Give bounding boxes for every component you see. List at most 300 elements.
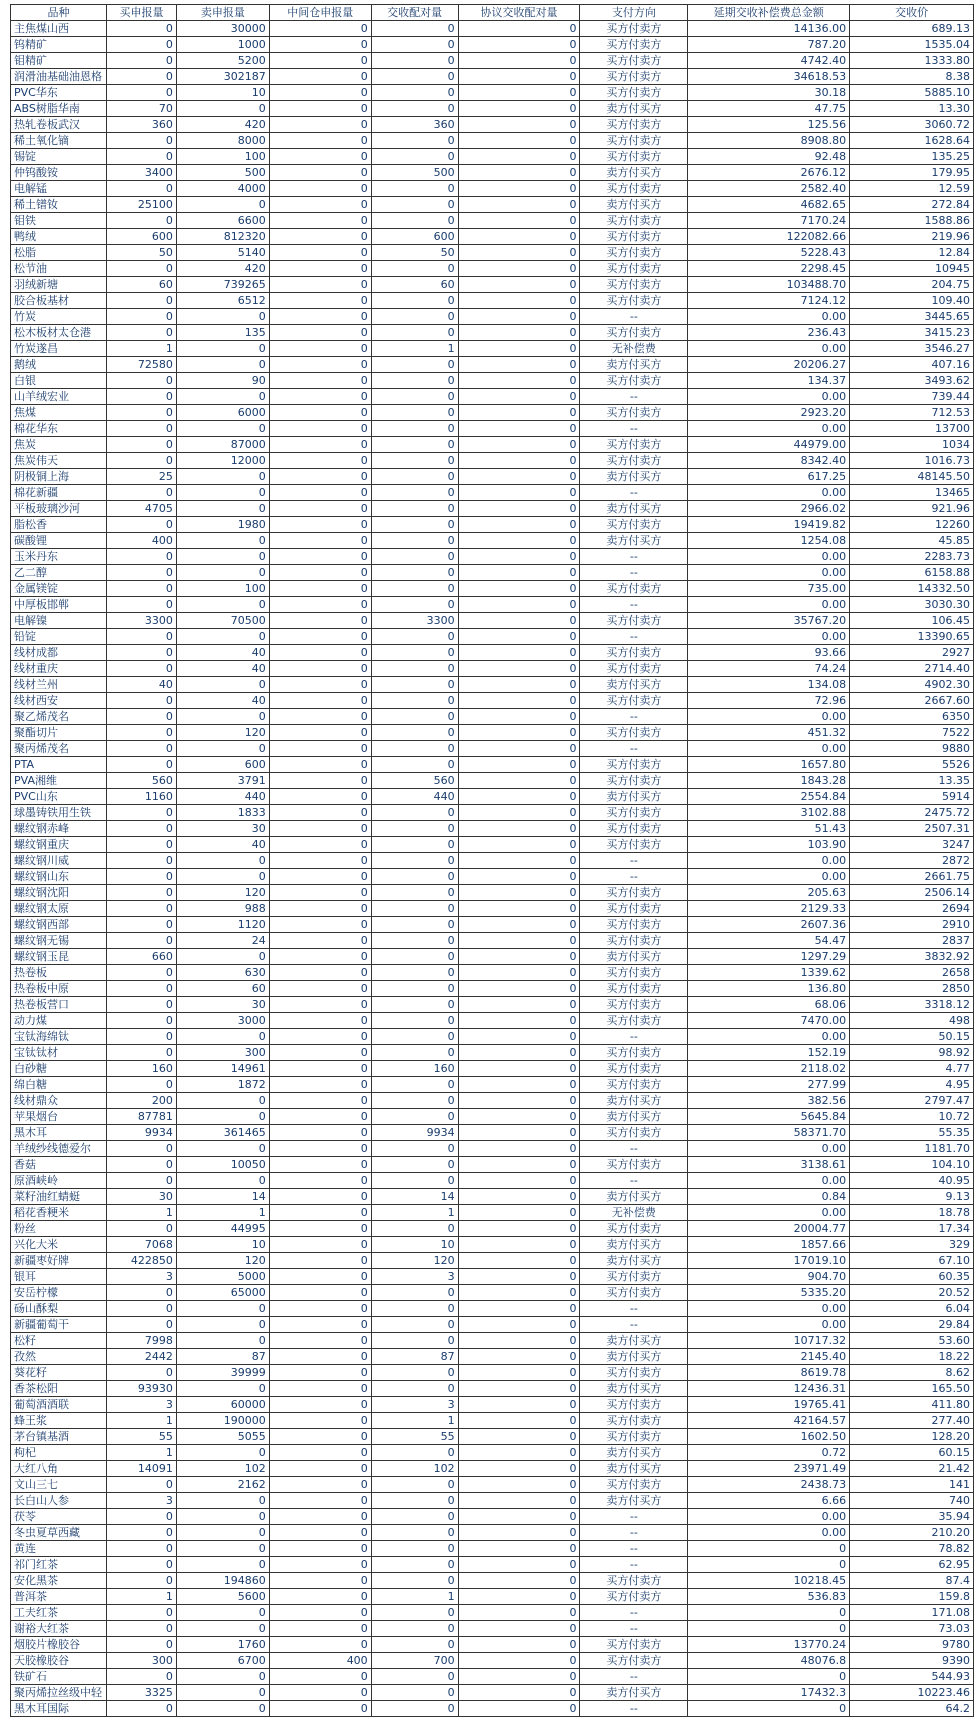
payment-direction-cell: 买方付卖方: [580, 405, 688, 421]
matched-volume-cell: 0: [371, 837, 458, 853]
payment-direction-cell: 买方付卖方: [580, 1221, 688, 1237]
buy-declared-cell: 7998: [106, 1333, 176, 1349]
sell-declared-cell: 0: [176, 1445, 269, 1461]
compensation-total-cell: 14136.00: [688, 21, 850, 37]
delivery-price-cell: 2850: [850, 981, 974, 997]
matched-volume-cell: 0: [371, 1685, 458, 1701]
variety-cell: 稀土镨钕: [11, 197, 107, 213]
intermediate-declared-cell: 0: [269, 1205, 371, 1221]
table-row: [11, 1173, 974, 1189]
payment-direction-cell: --: [580, 565, 688, 581]
table-row: [11, 1397, 974, 1413]
intermediate-declared-cell: 0: [269, 181, 371, 197]
compensation-total-cell: 35767.20: [688, 613, 850, 629]
buy-declared-cell: 0: [106, 565, 176, 581]
intermediate-declared-cell: 0: [269, 773, 371, 789]
sell-declared-cell: 1: [176, 1205, 269, 1221]
intermediate-declared-cell: 0: [269, 1701, 371, 1717]
sell-declared-cell: 120: [176, 1253, 269, 1269]
compensation-total-cell: 0.00: [688, 549, 850, 565]
payment-direction-cell: 买方付卖方: [580, 981, 688, 997]
variety-cell: 平板玻璃沙河: [11, 501, 107, 517]
intermediate-declared-cell: 0: [269, 661, 371, 677]
sell-declared-cell: 0: [176, 1669, 269, 1685]
variety-cell: 鹅绒: [11, 357, 107, 373]
intermediate-declared-cell: 0: [269, 549, 371, 565]
delivery-price-cell: 2661.75: [850, 869, 974, 885]
agreement-matched-cell: 0: [458, 53, 580, 69]
compensation-total-cell: 2438.73: [688, 1477, 850, 1493]
agreement-matched-cell: 0: [458, 1429, 580, 1445]
table-row: [11, 1301, 974, 1317]
table-row: [11, 1445, 974, 1461]
variety-cell: 动力煤: [11, 1013, 107, 1029]
intermediate-declared-cell: 0: [269, 1589, 371, 1605]
buy-declared-cell: 0: [106, 1045, 176, 1061]
variety-cell: 乙二醇: [11, 565, 107, 581]
variety-cell: 文山三七: [11, 1477, 107, 1493]
delivery-price-cell: 7522: [850, 725, 974, 741]
variety-cell: 螺纹钢太原: [11, 901, 107, 917]
agreement-matched-cell: 0: [458, 1413, 580, 1429]
buy-declared-cell: 3: [106, 1397, 176, 1413]
matched-volume-cell: 0: [371, 357, 458, 373]
compensation-total-cell: 47.75: [688, 101, 850, 117]
compensation-total-cell: 19419.82: [688, 517, 850, 533]
intermediate-declared-cell: 0: [269, 389, 371, 405]
buy-declared-cell: 50: [106, 245, 176, 261]
table-row: [11, 21, 974, 37]
table-row: [11, 933, 974, 949]
delivery-price-cell: 2714.40: [850, 661, 974, 677]
delivery-price-cell: 9780: [850, 1637, 974, 1653]
compensation-total-cell: 17019.10: [688, 1253, 850, 1269]
table-row: [11, 1205, 974, 1221]
sell-declared-cell: 2162: [176, 1477, 269, 1493]
matched-volume-cell: 0: [371, 485, 458, 501]
table-row: [11, 997, 974, 1013]
delivery-price-cell: 9880: [850, 741, 974, 757]
compensation-total-cell: 787.20: [688, 37, 850, 53]
sell-declared-cell: 60: [176, 981, 269, 997]
matched-volume-cell: 0: [371, 453, 458, 469]
intermediate-declared-cell: 0: [269, 1093, 371, 1109]
payment-direction-cell: --: [580, 1029, 688, 1045]
matched-volume-cell: 0: [371, 69, 458, 85]
intermediate-declared-cell: 0: [269, 821, 371, 837]
sell-declared-cell: 600: [176, 757, 269, 773]
buy-declared-cell: 0: [106, 1477, 176, 1493]
matched-volume-cell: 0: [371, 21, 458, 37]
compensation-total-cell: 20004.77: [688, 1221, 850, 1237]
table-row: [11, 149, 974, 165]
sell-declared-cell: 0: [176, 1301, 269, 1317]
table-row: [11, 1013, 974, 1029]
payment-direction-cell: 卖方付买方: [580, 949, 688, 965]
variety-cell: 焦炭伟天: [11, 453, 107, 469]
intermediate-declared-cell: 0: [269, 613, 371, 629]
matched-volume-cell: 1: [371, 1413, 458, 1429]
payment-direction-cell: 买方付卖方: [580, 757, 688, 773]
delivery-price-cell: 1628.64: [850, 133, 974, 149]
delivery-price-cell: 29.84: [850, 1317, 974, 1333]
sell-declared-cell: 30000: [176, 21, 269, 37]
sell-declared-cell: 812320: [176, 229, 269, 245]
delivery-price-cell: 98.92: [850, 1045, 974, 1061]
table-row: [11, 501, 974, 517]
variety-cell: 螺纹钢沈阳: [11, 885, 107, 901]
matched-volume-cell: 0: [371, 997, 458, 1013]
intermediate-declared-cell: 0: [269, 53, 371, 69]
agreement-matched-cell: 0: [458, 821, 580, 837]
variety-cell: 山羊绒宏业: [11, 389, 107, 405]
payment-direction-cell: 买方付卖方: [580, 693, 688, 709]
delivery-price-cell: 4902.30: [850, 677, 974, 693]
table-row: [11, 1685, 974, 1701]
table-row: [11, 597, 974, 613]
matched-volume-cell: 0: [371, 1509, 458, 1525]
table-row: [11, 741, 974, 757]
buy-declared-cell: 0: [106, 1605, 176, 1621]
sell-declared-cell: 190000: [176, 1413, 269, 1429]
sell-declared-cell: 3000: [176, 1013, 269, 1029]
sell-declared-cell: 0: [176, 389, 269, 405]
compensation-total-cell: 34618.53: [688, 69, 850, 85]
payment-direction-cell: --: [580, 709, 688, 725]
buy-declared-cell: 0: [106, 741, 176, 757]
compensation-total-cell: 93.66: [688, 645, 850, 661]
matched-volume-cell: 0: [371, 149, 458, 165]
buy-declared-cell: 25: [106, 469, 176, 485]
matched-volume-cell: 0: [371, 821, 458, 837]
delivery-price-cell: 40.95: [850, 1173, 974, 1189]
variety-cell: 宝钛海绵钛: [11, 1029, 107, 1045]
variety-cell: 长白山人参: [11, 1493, 107, 1509]
table-row: [11, 453, 974, 469]
payment-direction-cell: 卖方付买方: [580, 357, 688, 373]
variety-cell: 钨精矿: [11, 37, 107, 53]
intermediate-declared-cell: 0: [269, 1381, 371, 1397]
payment-direction-cell: 买方付卖方: [580, 1477, 688, 1493]
variety-cell: 螺纹钢重庆: [11, 837, 107, 853]
delivery-price-cell: 9.13: [850, 1189, 974, 1205]
intermediate-declared-cell: 0: [269, 405, 371, 421]
header-matched-volume: 交收配对量: [371, 5, 458, 21]
delivery-price-cell: 2667.60: [850, 693, 974, 709]
table-row: [11, 1653, 974, 1669]
table-row: [11, 1269, 974, 1285]
sell-declared-cell: 0: [176, 501, 269, 517]
sell-declared-cell: 0: [176, 741, 269, 757]
sell-declared-cell: 120: [176, 725, 269, 741]
variety-cell: 新疆枣好牌: [11, 1253, 107, 1269]
buy-declared-cell: 0: [106, 1173, 176, 1189]
table-row: [11, 165, 974, 181]
matched-volume-cell: 0: [371, 1285, 458, 1301]
delivery-price-cell: 109.40: [850, 293, 974, 309]
intermediate-declared-cell: 0: [269, 917, 371, 933]
agreement-matched-cell: 0: [458, 309, 580, 325]
matched-volume-cell: 0: [371, 805, 458, 821]
delivery-price-cell: 2910: [850, 917, 974, 933]
sell-declared-cell: 0: [176, 629, 269, 645]
table-row: [11, 1237, 974, 1253]
agreement-matched-cell: 0: [458, 693, 580, 709]
buy-declared-cell: 0: [106, 693, 176, 709]
variety-cell: 普洱茶: [11, 1589, 107, 1605]
compensation-total-cell: 1857.66: [688, 1237, 850, 1253]
agreement-matched-cell: 0: [458, 1253, 580, 1269]
buy-declared-cell: 0: [106, 709, 176, 725]
table-row: [11, 1557, 974, 1573]
compensation-total-cell: 7470.00: [688, 1013, 850, 1029]
delivery-price-cell: 20.52: [850, 1285, 974, 1301]
payment-direction-cell: 买方付卖方: [580, 37, 688, 53]
variety-cell: 苹果烟台: [11, 1109, 107, 1125]
table-row: [11, 533, 974, 549]
intermediate-declared-cell: 0: [269, 741, 371, 757]
sell-declared-cell: 3791: [176, 773, 269, 789]
table-row: [11, 645, 974, 661]
payment-direction-cell: 买方付卖方: [580, 1413, 688, 1429]
agreement-matched-cell: 0: [458, 1637, 580, 1653]
agreement-matched-cell: 0: [458, 1077, 580, 1093]
table-row: [11, 1509, 974, 1525]
agreement-matched-cell: 0: [458, 261, 580, 277]
agreement-matched-cell: 0: [458, 197, 580, 213]
table-row: [11, 469, 974, 485]
buy-declared-cell: 0: [106, 53, 176, 69]
delivery-price-cell: 171.08: [850, 1605, 974, 1621]
table-row: [11, 325, 974, 341]
delivery-price-cell: 3247: [850, 837, 974, 853]
delivery-price-cell: 4.95: [850, 1077, 974, 1093]
intermediate-declared-cell: 0: [269, 1221, 371, 1237]
variety-cell: 黑木耳: [11, 1125, 107, 1141]
matched-volume-cell: 87: [371, 1349, 458, 1365]
intermediate-declared-cell: 0: [269, 1029, 371, 1045]
sell-declared-cell: 0: [176, 1541, 269, 1557]
compensation-total-cell: 54.47: [688, 933, 850, 949]
delivery-price-cell: 2837: [850, 933, 974, 949]
intermediate-declared-cell: 0: [269, 677, 371, 693]
payment-direction-cell: 买方付卖方: [580, 1653, 688, 1669]
delivery-price-cell: 204.75: [850, 277, 974, 293]
variety-cell: 钼精矿: [11, 53, 107, 69]
variety-cell: 钼铁: [11, 213, 107, 229]
matched-volume-cell: 0: [371, 309, 458, 325]
compensation-total-cell: 236.43: [688, 325, 850, 341]
payment-direction-cell: 买方付卖方: [580, 1365, 688, 1381]
agreement-matched-cell: 0: [458, 1397, 580, 1413]
intermediate-declared-cell: 0: [269, 1509, 371, 1525]
delivery-price-cell: 53.60: [850, 1333, 974, 1349]
agreement-matched-cell: 0: [458, 373, 580, 389]
compensation-total-cell: 0.00: [688, 741, 850, 757]
compensation-total-cell: 5228.43: [688, 245, 850, 261]
variety-cell: 中厚板邯郸: [11, 597, 107, 613]
intermediate-declared-cell: 0: [269, 213, 371, 229]
matched-volume-cell: 0: [371, 1637, 458, 1653]
table-row: [11, 1525, 974, 1541]
compensation-total-cell: 48076.8: [688, 1653, 850, 1669]
agreement-matched-cell: 0: [458, 421, 580, 437]
matched-volume-cell: 560: [371, 773, 458, 789]
intermediate-declared-cell: 0: [269, 1285, 371, 1301]
buy-declared-cell: 0: [106, 869, 176, 885]
table-row: [11, 613, 974, 629]
sell-declared-cell: 135: [176, 325, 269, 341]
agreement-matched-cell: 0: [458, 485, 580, 501]
buy-declared-cell: 0: [106, 581, 176, 597]
variety-cell: 松木板材太仓港: [11, 325, 107, 341]
compensation-total-cell: 0.00: [688, 1509, 850, 1525]
payment-direction-cell: --: [580, 421, 688, 437]
agreement-matched-cell: 0: [458, 1685, 580, 1701]
table-row: [11, 229, 974, 245]
payment-direction-cell: 买方付卖方: [580, 1125, 688, 1141]
table-row: [11, 1669, 974, 1685]
table-row: [11, 869, 974, 885]
sell-declared-cell: 39999: [176, 1365, 269, 1381]
delivery-price-cell: 3415.23: [850, 325, 974, 341]
compensation-total-cell: 30.18: [688, 85, 850, 101]
matched-volume-cell: 0: [371, 741, 458, 757]
matched-volume-cell: 0: [371, 1109, 458, 1125]
delivery-price-cell: 6.04: [850, 1301, 974, 1317]
payment-direction-cell: --: [580, 549, 688, 565]
variety-cell: 线材成都: [11, 645, 107, 661]
matched-volume-cell: 0: [371, 53, 458, 69]
matched-volume-cell: 0: [371, 853, 458, 869]
buy-declared-cell: 422850: [106, 1253, 176, 1269]
intermediate-declared-cell: 0: [269, 1525, 371, 1541]
buy-declared-cell: 7068: [106, 1237, 176, 1253]
delivery-price-cell: 10.72: [850, 1109, 974, 1125]
intermediate-declared-cell: 0: [269, 1413, 371, 1429]
agreement-matched-cell: 0: [458, 181, 580, 197]
payment-direction-cell: 买方付卖方: [580, 1045, 688, 1061]
table-row: [11, 1333, 974, 1349]
buy-declared-cell: 0: [106, 437, 176, 453]
buy-declared-cell: 1: [106, 1413, 176, 1429]
table-row: [11, 85, 974, 101]
buy-declared-cell: 0: [106, 853, 176, 869]
table-row: [11, 661, 974, 677]
table-row: [11, 1381, 974, 1397]
delivery-price-cell: 3318.12: [850, 997, 974, 1013]
payment-direction-cell: 买方付卖方: [580, 21, 688, 37]
buy-declared-cell: 55: [106, 1429, 176, 1445]
intermediate-declared-cell: 0: [269, 1045, 371, 1061]
delivery-price-cell: 141: [850, 1477, 974, 1493]
table-row: [11, 357, 974, 373]
intermediate-declared-cell: 0: [269, 325, 371, 341]
intermediate-declared-cell: 0: [269, 709, 371, 725]
compensation-total-cell: 72.96: [688, 693, 850, 709]
variety-cell: 线材兰州: [11, 677, 107, 693]
compensation-total-cell: 19765.41: [688, 1397, 850, 1413]
payment-direction-cell: --: [580, 1541, 688, 1557]
compensation-total-cell: 0.72: [688, 1445, 850, 1461]
intermediate-declared-cell: 0: [269, 1637, 371, 1653]
payment-direction-cell: 买方付卖方: [580, 805, 688, 821]
agreement-matched-cell: 0: [458, 1221, 580, 1237]
variety-cell: 电解锰: [11, 181, 107, 197]
delivery-price-cell: 498: [850, 1013, 974, 1029]
variety-cell: 葡萄酒酒联: [11, 1397, 107, 1413]
sell-declared-cell: 5200: [176, 53, 269, 69]
agreement-matched-cell: 0: [458, 1461, 580, 1477]
variety-cell: 铁矿石: [11, 1669, 107, 1685]
table-row: [11, 309, 974, 325]
buy-declared-cell: 1: [106, 1445, 176, 1461]
intermediate-declared-cell: 0: [269, 933, 371, 949]
intermediate-declared-cell: 0: [269, 1493, 371, 1509]
sell-declared-cell: 30: [176, 997, 269, 1013]
sell-declared-cell: 0: [176, 1029, 269, 1045]
buy-declared-cell: 9934: [106, 1125, 176, 1141]
buy-declared-cell: 0: [106, 325, 176, 341]
compensation-total-cell: 1297.29: [688, 949, 850, 965]
compensation-total-cell: 2582.40: [688, 181, 850, 197]
compensation-total-cell: 13770.24: [688, 1637, 850, 1653]
compensation-total-cell: 134.37: [688, 373, 850, 389]
variety-cell: 螺纹钢赤峰: [11, 821, 107, 837]
agreement-matched-cell: 0: [458, 805, 580, 821]
agreement-matched-cell: 0: [458, 69, 580, 85]
compensation-total-cell: 536.83: [688, 1589, 850, 1605]
sell-declared-cell: 0: [176, 1557, 269, 1573]
agreement-matched-cell: 0: [458, 741, 580, 757]
payment-direction-cell: 卖方付买方: [580, 165, 688, 181]
table-row: [11, 853, 974, 869]
buy-declared-cell: 0: [106, 1509, 176, 1525]
payment-direction-cell: 买方付卖方: [580, 453, 688, 469]
payment-direction-cell: 买方付卖方: [580, 149, 688, 165]
payment-direction-cell: 买方付卖方: [580, 1013, 688, 1029]
table-row: [11, 341, 974, 357]
agreement-matched-cell: 0: [458, 341, 580, 357]
intermediate-declared-cell: 0: [269, 245, 371, 261]
buy-declared-cell: 40: [106, 677, 176, 693]
intermediate-declared-cell: 0: [269, 1429, 371, 1445]
table-row: [11, 1637, 974, 1653]
agreement-matched-cell: 0: [458, 581, 580, 597]
table-row: [11, 757, 974, 773]
payment-direction-cell: 买方付卖方: [580, 933, 688, 949]
intermediate-declared-cell: 0: [269, 437, 371, 453]
intermediate-declared-cell: 0: [269, 533, 371, 549]
table-row: [11, 917, 974, 933]
payment-direction-cell: 买方付卖方: [580, 773, 688, 789]
intermediate-declared-cell: 0: [269, 293, 371, 309]
variety-cell: 枸杞: [11, 1445, 107, 1461]
payment-direction-cell: 买方付卖方: [580, 85, 688, 101]
payment-direction-cell: --: [580, 1317, 688, 1333]
variety-cell: 聚丙烯茂名: [11, 741, 107, 757]
variety-cell: 松脂: [11, 245, 107, 261]
variety-cell: 松籽: [11, 1333, 107, 1349]
sell-declared-cell: 0: [176, 1621, 269, 1637]
payment-direction-cell: --: [580, 1669, 688, 1685]
payment-direction-cell: --: [580, 1525, 688, 1541]
intermediate-declared-cell: 0: [269, 1269, 371, 1285]
sell-declared-cell: 0: [176, 1109, 269, 1125]
compensation-total-cell: 17432.3: [688, 1685, 850, 1701]
matched-volume-cell: 0: [371, 261, 458, 277]
agreement-matched-cell: 0: [458, 133, 580, 149]
